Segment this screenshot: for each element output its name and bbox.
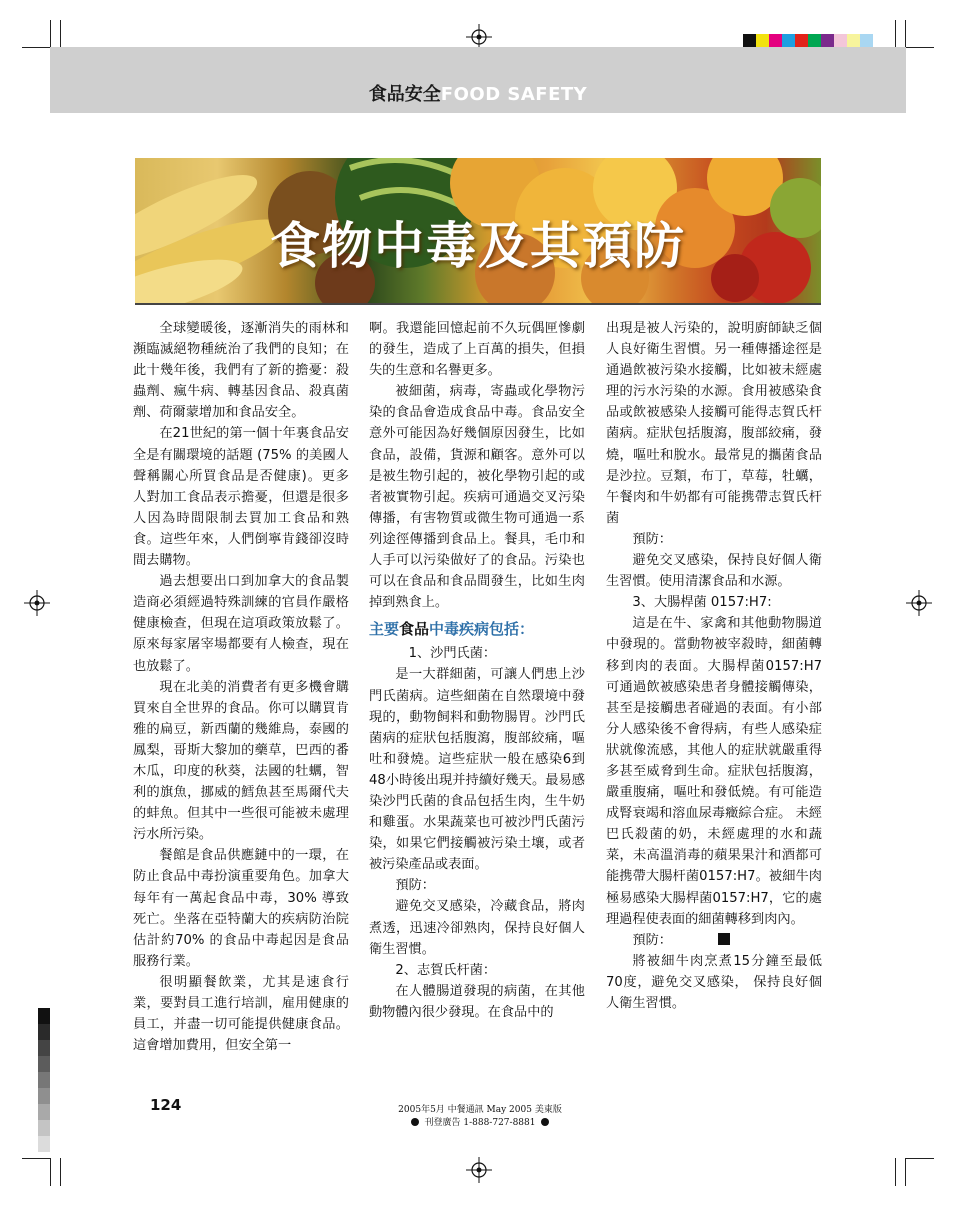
crop-mark [22, 47, 50, 48]
paragraph: 這是在牛、家禽和其他動物腸道中發現的。當動物被宰殺時，細菌轉移到肉的表面。大腸桿菌0157:H7 可通過飲被感染患者身體接觸傳染，甚至是接觸患者碰過的表面。有小部分人感染後不會得病，有些人感染症狀就像流感，其他人的症狀就嚴重得多甚至威脅到生命。症狀包括腹瀉，嚴重腹痛，嘔吐和發低燒。有可能造成腎衰竭和溶血尿毒癥綜合症。 未經巴氏殺菌的奶，未經處理的水和蔬菜，未高溫消毒的蘋果果汁和酒都可能携帶大腸杆菌0157:H7。被細牛肉極易感染大腸桿菌0157:H7，它的處理過程使表面的細菌轉移到肉內。 [606, 616, 822, 927]
paragraph: 餐館是食品供應鏈中的一環，在防止食品中毒扮演重要角色。加拿大每年有一萬起食品中毒，30% 導致死亡。坐落在亞特蘭大的疾病防治院估計約70% 的食品中毒起因是食品服務行業。 [133, 848, 349, 969]
crop-mark [22, 1158, 50, 1159]
paragraph: 被細菌，病毒，寄蟲或化學物污染的食品會造成食品中毒。食品安全意外可能因為好幾個原因發生，比如食品，設備，貨源和顧客。意外可以是被生物引起的，被化學物引起的或者被實物引起。疾病可通過交叉污染傳播，有害物質或微生物可通過一系列途徑傳播到食品上。餐具，毛巾和人手可以污染做好了的食品。污染也可以在食品和食品間發生，比如生肉掉到熟食上。 [369, 384, 585, 611]
bullet-icon [541, 1118, 549, 1126]
crop-mark [895, 20, 896, 48]
footer [340, 1104, 620, 1130]
section-header [0, 85, 956, 105]
crop-mark [905, 20, 906, 48]
article-title: 食物中毒及其預防 [270, 216, 686, 275]
crop-mark [895, 1158, 896, 1186]
registration-mark-icon [906, 590, 932, 616]
section-heading: 主要食品中毒疾病包括： [369, 620, 535, 639]
list-item-heading: 2、志賀氏杆菌： [395, 962, 497, 978]
paragraph: 避免交叉感染，保持良好個人衛生習慣。使用清潔食品和水源。 [606, 553, 822, 590]
paragraph: 避免交叉感染，冷藏食品，將肉煮透，迅速冷卻熟肉，保持良好個人衛生習慣。 [369, 899, 585, 957]
footer-issue-line: 2005年5月 中餐通訊 May 2005 美東版 [398, 1105, 562, 1115]
crop-mark [906, 1158, 934, 1159]
crop-mark [905, 1158, 906, 1186]
title-rule [135, 303, 821, 305]
paragraph: 將被細牛肉烹煮15分鐘至最低70度，避免交叉感染， 保持良好個人衛生習慣。 [606, 953, 822, 1011]
section-title-cn: 食品安全 [368, 84, 441, 105]
footer-ad-line: 刊登廣告 1-888-727-8881 [340, 1117, 620, 1130]
grayscale-calibration-bar [38, 1008, 50, 1152]
paragraph: 在人體腸道發現的病菌，在其他動物體內很少發現。在食品中的 [369, 983, 585, 1020]
crop-mark [50, 1158, 51, 1186]
paragraph: 啊。我還能回憶起前不久玩偶匣慘劇的發生，造成了上百萬的損失，但損失的生意和名譽更多。 [369, 321, 585, 379]
crop-mark [50, 20, 51, 48]
bullet-icon [411, 1118, 419, 1126]
paragraph: 出現是被人污染的，說明廚師缺乏個人良好衛生習慣。另一種傳播途徑是通過飲被污染水接觸，比如被未經處理的污水污染的水源。食用被感染食品或飲被感染人接觸可能得志賀氏杆菌病。症狀包括腹瀉，腹部絞痛，發燒，嘔吐和脫水。最常見的攜菌食品是沙拉。豆類，布丁，草莓，牡蠣，午餐肉和牛奶都有可能携帶志賀氏杆菌 [606, 321, 822, 526]
crop-mark [60, 20, 61, 48]
paragraph: 過去想要出口到加拿大的食品製造商必須經過特殊訓練的官員作嚴格健康檢查，但現在這項政策放鬆了。原來每家屠宰場都要有人檢查，現在也放鬆了。 [133, 574, 349, 674]
list-item-heading: 1、沙門氏菌： [408, 646, 497, 662]
prevention-label: 預防： [632, 531, 672, 547]
article-column-1 [133, 318, 349, 1056]
paragraph: 現在北美的消費者有更多機會購買來自全世界的食品。你可以購買肯雅的扁豆，新西蘭的幾維鳥，泰國的鳳梨，哥斯大黎加的藥草，巴西的番木瓜，印度的秋葵，法國的牡蠣，智利的旗魚，挪威的鱈魚甚至馬爾代夫的蚌魚。但其中一些很可能被未處理污水所污染。 [133, 679, 349, 843]
article-column-2 [369, 318, 585, 1023]
registration-mark-icon [466, 1157, 492, 1183]
end-mark-icon [718, 933, 730, 945]
section-title-en: FOOD SAFETY [440, 84, 588, 105]
crop-mark [60, 1158, 61, 1186]
page-number: 124 [150, 1096, 182, 1114]
paragraph: 是一大群細菌，可讓人們患上沙門氏菌病。這些細菌在自然環境中發現的，動物飼料和動物腸胃。沙門氏菌病的症狀包括腹瀉，腹部絞痛，嘔吐和發燒。這些症狀一般在感染6到48小時後出現并持續好幾天。最易感染沙門氏菌的食品包括生肉，生牛奶和雞蛋。水果蔬菜也可被沙門氏菌污染，如果它們接觸被污染土壤，或者被污染產品或表面。 [369, 667, 585, 873]
prevention-label: 預防： [606, 930, 822, 951]
banner-image [135, 158, 821, 304]
prevention-label: 預防： [395, 878, 435, 894]
paragraph: 在21世紀的第一個十年裏食品安全是有關環境的話題 (75% 的美國人聲稱關心所買食品是否健康)。更多人對加工食品表示擔憂，但還是很多人因為時間限制去買加工食品和熟食。這些年來，人們倒寧肯錢卻沒時間去購物。 [133, 426, 349, 569]
list-item-heading: 3、大腸桿菌 0157:H7: [632, 595, 772, 611]
article-column-3 [606, 318, 822, 1014]
paragraph: 很明顯餐飲業，尤其是速食行業，要對員工進行培訓，雇用健康的員工，并盡一切可能提供健康食品。這會增加費用，但安全第一 [133, 974, 349, 1054]
crop-mark [906, 47, 934, 48]
registration-mark-icon [24, 590, 50, 616]
color-calibration-bar [743, 34, 873, 47]
paragraph: 全球變暖後，逐漸消失的雨林和瀕臨滅絕物種統治了我們的良知；在此十幾年後，我們有了新的擔憂：殺蟲劑、瘋牛病、轉基因食品、殺真菌劑、荷爾蒙增加和食品安全。 [133, 321, 349, 421]
